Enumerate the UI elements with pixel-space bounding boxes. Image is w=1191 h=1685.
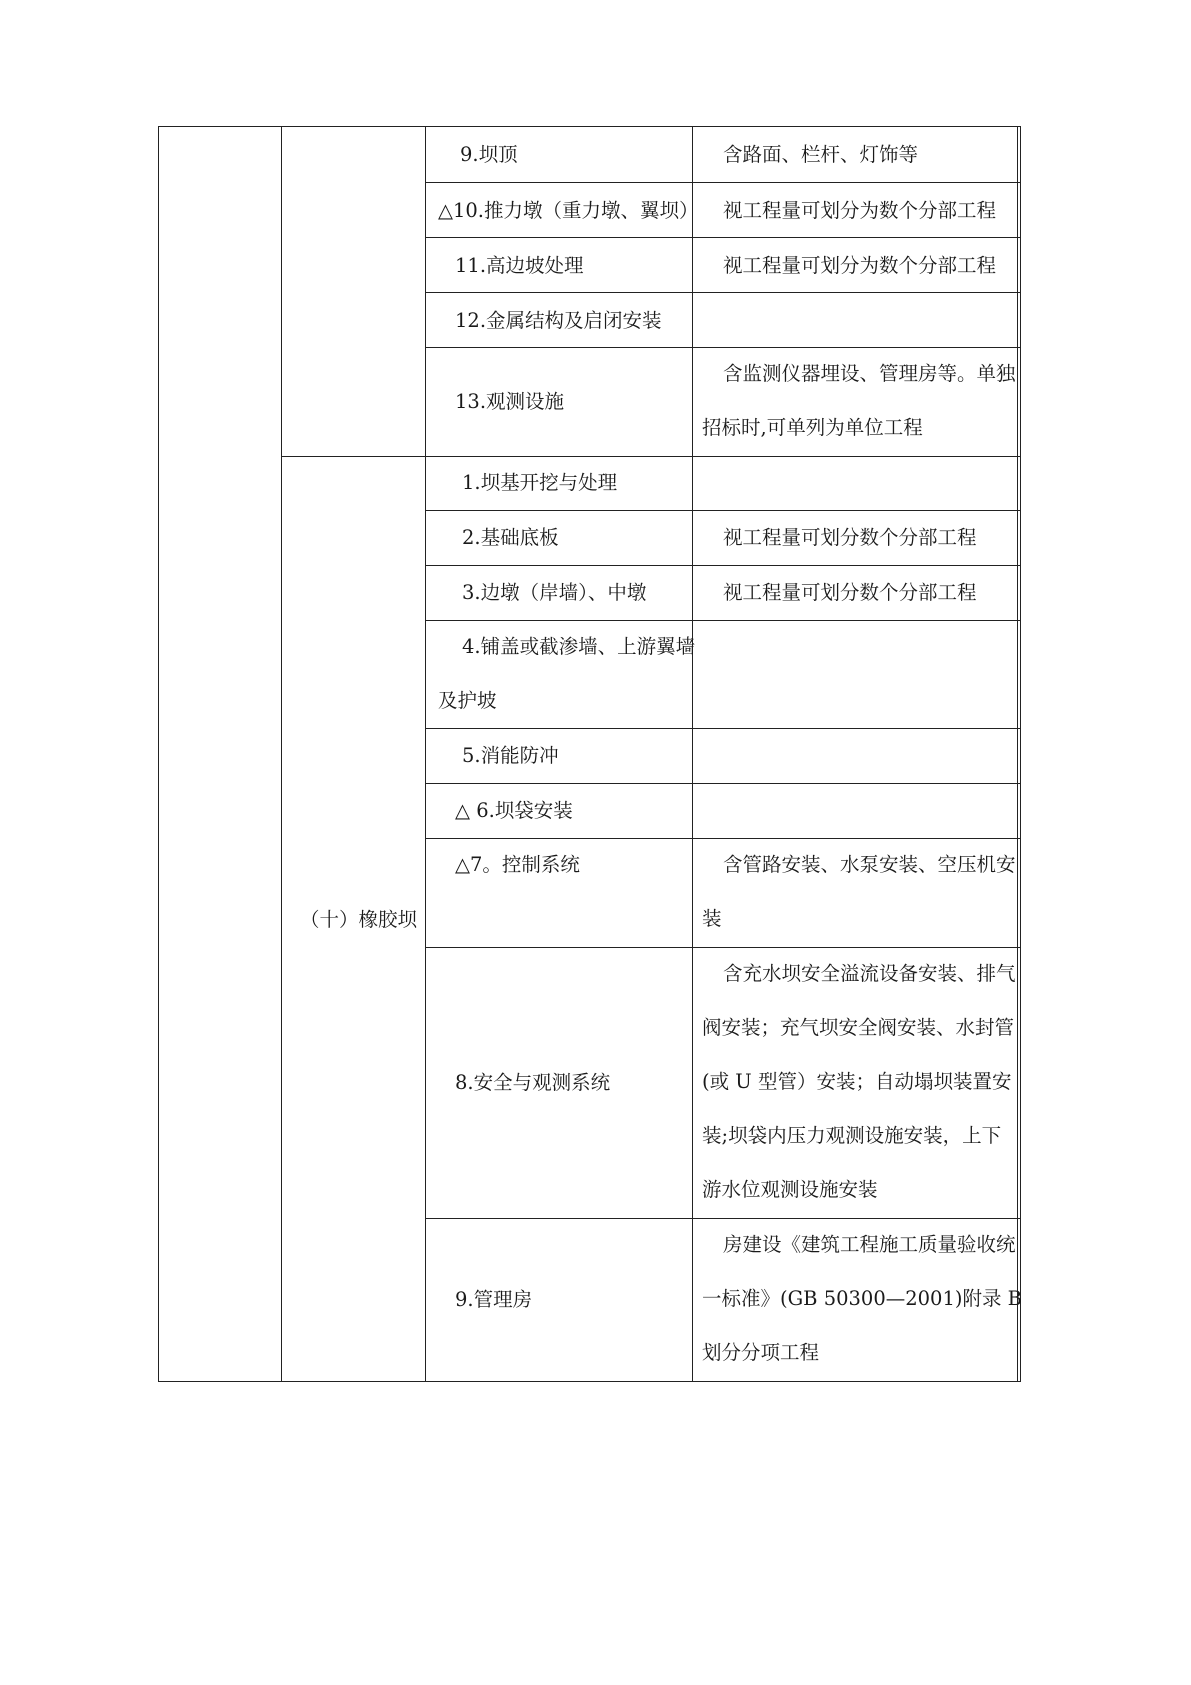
item-cell: 8.安全与观测系统 [455, 1071, 611, 1094]
item-line: 4.铺盖或截渗墙、上游翼墙 [462, 635, 696, 658]
note-line: 含充水坝安全溢流设备安装、排气 [723, 962, 1016, 985]
note-line: 含管路安装、水泵安装、空压机安 [723, 853, 1016, 876]
column-divider [692, 126, 693, 1382]
note-line: 划分分项工程 [702, 1341, 820, 1364]
note-cell: 视工程量可划分数个分部工程 [723, 526, 977, 549]
note-line: 含监测仪器埋设、管理房等。单独 [723, 362, 1016, 385]
item-cell: △7。控制系统 [455, 853, 580, 876]
column-divider [281, 126, 282, 1382]
note-line: 装 [702, 907, 722, 930]
note-line: 一标准》(GB 50300—2001)附录 B [702, 1287, 1023, 1310]
section-label: （十）橡胶坝 [300, 908, 418, 931]
note-cell: 含路面、栏杆、灯饰等 [723, 143, 919, 166]
item-cell: 2.基础底板 [462, 526, 559, 549]
note-cell: 视工程量可划分为数个分部工程 [723, 199, 997, 222]
item-cell: 9.坝顶 [460, 143, 518, 166]
note-line: 装;坝袋内压力观测设施安装，上下 [702, 1124, 1002, 1147]
item-cell: △ 6.坝袋安装 [455, 799, 573, 822]
note-line: 阀安装；充气坝安全阀安装、水封管 [702, 1016, 1015, 1039]
item-cell: 12.金属结构及启闭安装 [455, 309, 662, 332]
table-border-bottom [158, 1381, 1020, 1382]
table-border-left [158, 126, 159, 1382]
item-cell: 13.观测设施 [455, 390, 565, 413]
item-cell: 5.消能防冲 [462, 744, 559, 767]
note-line: 游水位观测设施安装 [702, 1178, 878, 1201]
table-border-right [1017, 126, 1018, 1382]
item-cell: 3.边墩（岸墙）、中墩 [462, 581, 647, 604]
table-border-right-double [1020, 126, 1021, 1382]
item-line: 及护坡 [438, 689, 497, 712]
note-cell: 视工程量可划分数个分部工程 [723, 581, 977, 604]
item-cell: 11.高边坡处理 [455, 254, 584, 277]
section-divider [281, 456, 1020, 457]
note-line: (或 U 型管）安装；自动塌坝装置安 [702, 1070, 1012, 1093]
note-cell: 视工程量可划分为数个分部工程 [723, 254, 997, 277]
note-line: 房建设《建筑工程施工质量验收统 [723, 1233, 1016, 1256]
item-cell: 1.坝基开挖与处理 [462, 471, 618, 494]
item-cell: △10.推力墩（重力墩、翼坝） [438, 199, 699, 222]
note-line: 招标时,可单列为单位工程 [702, 416, 923, 439]
column-divider [425, 126, 426, 1382]
item-cell: 9.管理房 [455, 1288, 533, 1311]
